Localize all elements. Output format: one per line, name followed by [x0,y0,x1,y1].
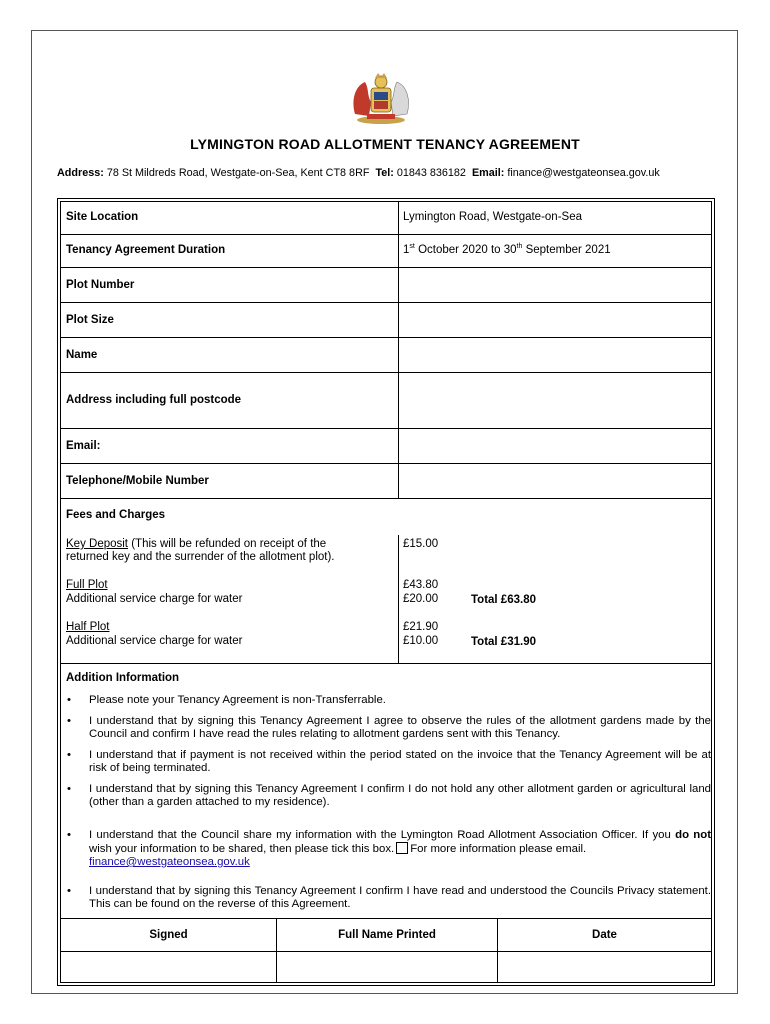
council-crest-icon [345,70,417,126]
signed-header: Signed [61,919,276,952]
fees-heading: Fees and Charges [66,509,166,521]
address-label: Address: [57,167,104,179]
key-deposit-link: Key Deposit [66,538,129,550]
full-plot-water: Additional service charge for water [66,593,243,605]
signed-column [61,919,277,982]
full-plot-amount: £43.80 [403,579,439,591]
full-plot-total: Total £63.80 [471,594,536,606]
address-text: 78 St Mildreds Road, Westgate-on-Sea, Kent CT8 8RF [106,167,370,179]
agreement-form [57,198,715,986]
plot-size-label: Plot Size [66,314,114,326]
email-field[interactable] [399,429,711,463]
date-column [498,919,711,982]
signed-field[interactable] [61,952,276,982]
page-title: LYMINGTON ROAD ALLOTMENT TENANCY AGREEMENT [190,136,580,152]
info-bullet-5: • I understand that the Council share my information with the Lymington Road Allotment Association Officer. If you do not wish your information to be shared, then please tick this box. For more information please email. finance@westgateonsea.gov.uk [89,829,711,869]
plot-size-field[interactable] [399,303,711,337]
row-fees-heading [61,499,711,535]
tel-label: Tel: [375,167,394,179]
address-full-label: Address including full postcode [66,394,242,406]
plot-number-field[interactable] [399,268,711,302]
half-plot-water: Additional service charge for water [66,635,243,647]
info-bullet-1: • Please note your Tenancy Agreement is non-Transferrable. [89,694,711,707]
site-location-label: Site Location [66,211,139,223]
fees-column-divider [398,535,399,664]
half-plot-label: Half Plot [66,621,110,633]
row-phone [61,464,711,499]
info-bullet-3: • I understand that if payment is not received within the period stated on the invoice that the Tenancy Agreement will be at risk of being terminated. [89,749,711,775]
duration-value: 1st October 2020 to 30th September 2021 [403,243,611,256]
full-name-column [277,919,498,982]
full-name-header: Full Name Printed [277,919,497,952]
contact-line [57,167,717,179]
full-plot-label: Full Plot [66,579,108,591]
plot-number-label: Plot Number [66,279,135,291]
email-text: finance@westgateonsea.gov.uk [507,167,660,179]
row-name [61,338,711,373]
info-bullet-6: • I understand that by signing this Tenancy Agreement I confirm I have read and understood the Councils Privacy statement. This can be found on the reverse of this Agreement. [89,885,711,911]
row-site-location [61,202,711,235]
date-header: Date [498,919,711,952]
row-plot-size [61,303,711,338]
phone-field[interactable] [399,464,711,498]
name-field[interactable] [399,338,711,372]
info-bullet-4: • I understand that by signing this Tenancy Agreement I confirm I do not hold any other allotment garden or agricultural land (other than a garden attached to my residence). [89,783,711,809]
row-duration [61,235,711,268]
half-plot-amount: £21.90 [403,621,439,633]
info-heading: Addition Information [66,672,180,684]
row-email [61,429,711,464]
tel-text: 01843 836182 [396,167,466,179]
row-plot-number [61,268,711,303]
duration-label: Tenancy Agreement Duration [66,244,226,256]
date-field[interactable] [498,952,711,982]
email-field-label: Email: [66,440,101,452]
site-location-value: Lymington Road, Westgate-on-Sea [403,211,582,223]
half-plot-total: Total £31.90 [471,636,536,648]
additional-information [61,664,711,919]
name-label: Name [66,349,98,361]
phone-label: Telephone/Mobile Number [66,475,209,487]
finance-email-link[interactable]: finance@westgateonsea.gov.uk [89,856,250,868]
full-name-field[interactable] [277,952,497,982]
row-address [61,373,711,429]
share-optout-checkbox[interactable] [396,842,408,854]
email-label: Email: [471,167,505,179]
key-deposit-amount: £15.00 [403,538,439,550]
key-deposit-line2: returned key and the surrender of the allotment plot). [66,551,335,563]
info-bullet-2: • I understand that by signing this Tenancy Agreement I agree to observe the rules of the allotment gardens made by the Council and confirm I have read the rules relating to allotment gardens sent with this Tenancy. [89,715,711,741]
half-plot-water-amount: £10.00 [403,635,439,647]
full-plot-water-amount: £20.00 [403,593,439,605]
address-field[interactable] [399,373,711,428]
key-deposit-line1: Key Deposit (This will be refunded on receipt of the [66,538,327,550]
signature-table [61,919,711,982]
